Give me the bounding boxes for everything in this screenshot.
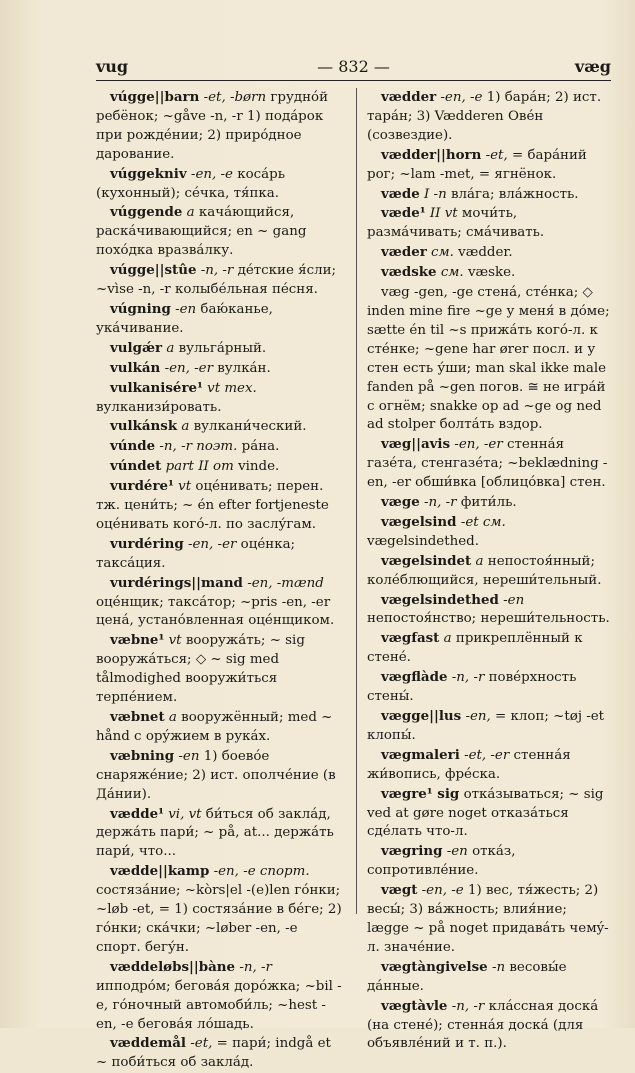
- entry-definition: косáрь (кухонный); сéчка, тя́пка.: [96, 166, 286, 201]
- entry-grammar-note: -et, -er: [464, 747, 510, 763]
- entry-grammar-note: -en, =: [465, 709, 507, 724]
- entry-grammar-note: -en, -er: [454, 437, 503, 453]
- entry-headword: væg||avis: [381, 436, 451, 453]
- entry-headword: væbning: [110, 747, 175, 764]
- entry-definition: груднóй ребёнок; ~gåve -n, -r 1) подáрок при рождéнии; 2) прирóдное дарование.: [96, 90, 329, 162]
- entry-definition: вулкани́ческий.: [193, 419, 307, 435]
- entry-grammar-note: -en, -e: [440, 90, 483, 105]
- entry-definition: 1) барáн; 2) ист. тарáн; 3) Vædderen Овéн (созвездие).: [367, 90, 602, 143]
- dictionary-entry: [367, 185, 613, 205]
- dictionary-entry: [367, 746, 613, 785]
- entry-definition: дéтские я́сли; ~vìse -n, -r колыбéльная пéсня.: [96, 263, 337, 298]
- entry-definition: vædder.: [458, 245, 513, 261]
- entry-headword: vædder: [381, 89, 437, 105]
- entry-grammar-note: -et, =: [190, 1036, 228, 1052]
- entry-definition: рáна.: [241, 439, 280, 455]
- entry-definition: откáз, сопротивлéние.: [367, 844, 516, 879]
- entry-grammar-note: -en: [175, 301, 197, 317]
- entry-grammar-note: -en, -e спорт.: [213, 864, 310, 880]
- left-column: [96, 88, 346, 1071]
- header-rule: [96, 80, 611, 81]
- entry-definition: прикреплённый к стенé.: [367, 631, 583, 666]
- dictionary-entry: [96, 1034, 346, 1073]
- entry-headword: væddeløbs||bàne: [110, 958, 236, 975]
- entry-headword: vúggende: [110, 204, 183, 221]
- entry-grammar-note: -n, -r: [424, 495, 457, 511]
- entry-grammar-note: II vt: [429, 206, 458, 222]
- dictionary-entry: [367, 668, 613, 707]
- entry-headword: vúndet: [110, 458, 162, 475]
- entry-grammar-note: -et, =: [485, 147, 524, 163]
- entry-headword: vulkán: [110, 359, 161, 376]
- column-divider: [356, 88, 357, 914]
- entry-grammar-note: a: [443, 631, 452, 647]
- right-column: [367, 88, 613, 1052]
- entry-grammar-note: -en, -e: [190, 166, 233, 182]
- entry-headword: vulgǽr: [110, 339, 163, 356]
- entry-definition: оцéнщик; таксáтор; ~pris -en, -er ценá, устанóвленная оцéнщиком.: [96, 594, 335, 629]
- entry-headword: væge: [381, 494, 420, 511]
- entry-definition: 1) вес, тя́жесть; 2) весы́; 3) вáжность; влия́ние; lægge ~ på noget придавáть чемý-л. значéние.: [367, 883, 609, 955]
- dictionary-entry: [367, 785, 613, 843]
- entry-headword: vægelsindethed: [381, 591, 499, 608]
- dictionary-entry: [96, 862, 346, 958]
- entry-headword: vulkánsk: [110, 418, 178, 435]
- dictionary-entry: [96, 203, 346, 261]
- entry-headword: vúggekniv: [110, 165, 187, 182]
- entry-headword: vurdéring: [110, 535, 184, 552]
- entry-headword: vægtàngivelse: [381, 958, 488, 975]
- dictionary-entry: [96, 437, 346, 457]
- dictionary-entry: [96, 477, 346, 535]
- entry-headword: vægelsindet: [381, 552, 472, 569]
- dictionary-entry: [96, 574, 346, 632]
- entry-definition: фити́ль.: [460, 495, 517, 511]
- dictionary-entry: [96, 339, 346, 359]
- dictionary-entry: [96, 165, 346, 204]
- entry-headword: vægring: [381, 843, 443, 860]
- dictionary-entry: [367, 283, 613, 435]
- entry-grammar-note: -en, -mænd: [247, 575, 324, 591]
- entry-grammar-note: -en: [446, 844, 468, 860]
- entry-definition: баю́канье, укáчивание.: [96, 301, 273, 336]
- entry-grammar-note: -n, -r: [239, 959, 272, 975]
- entry-headword: vulkanisére¹: [110, 379, 203, 396]
- dictionary-entry: [96, 805, 346, 863]
- dictionary-entry: [96, 535, 346, 574]
- entry-definition: стеннáя жи́вопись, фрéска.: [367, 747, 571, 782]
- entry-headword: vægtàvle: [381, 997, 448, 1014]
- page-number: — 832 —: [317, 57, 390, 76]
- dictionary-entry: [367, 435, 613, 493]
- entry-grammar-note: -n: [491, 959, 506, 975]
- entry-definition: оцéнивать; перен. тж. цени́ть; ~ én efter fortjeneste оцéнивать когó-л. по заслу́гам.: [96, 479, 329, 532]
- entry-definition: клоп; ~tøj -et клопы́.: [367, 709, 605, 743]
- entry-grammar-note: vt: [168, 633, 182, 649]
- dictionary-entry: [367, 513, 613, 552]
- entry-definition: пари́; indgå et ~ поби́ться об заклáд.: [96, 1036, 331, 1071]
- entry-definition: качáющийся, раскáчивающийся; en ~ gang поxóдка вразвáлку.: [96, 205, 307, 259]
- dictionary-entry: [96, 958, 346, 1035]
- entry-grammar-note: a: [166, 340, 175, 356]
- entry-grammar-note: vt: [178, 479, 192, 495]
- dictionary-entry: [96, 379, 346, 418]
- dictionary-entry: [96, 261, 346, 300]
- entry-headword: vædske: [381, 264, 437, 281]
- entry-headword: vurdére¹: [110, 478, 174, 495]
- entry-definition: vægelsindethed.: [367, 533, 479, 549]
- entry-headword: vædde¹: [110, 805, 164, 822]
- dictionary-entry: [367, 146, 613, 185]
- entry-headword: væder: [381, 244, 427, 261]
- entry-grammar-note: -n, -r: [200, 263, 234, 279]
- dictionary-entry: [367, 881, 613, 958]
- dictionary-entry: [367, 263, 613, 283]
- entry-headword: vædde||kamp: [110, 863, 210, 880]
- dictionary-entry: [96, 631, 346, 708]
- entry-grammar-note: -en, -er: [164, 360, 213, 376]
- entry-definition: вулканизи́ровать.: [96, 399, 222, 415]
- dictionary-entry: [367, 958, 613, 997]
- entry-definition: vinde.: [238, 459, 280, 475]
- dictionary-entry: [96, 88, 346, 165]
- dictionary-entry: [96, 300, 346, 339]
- header-right-guide-word: væg: [574, 57, 611, 76]
- dictionary-entry: [367, 629, 613, 668]
- entry-headword: vægfast: [381, 630, 440, 647]
- dictionary-entry: [96, 417, 346, 437]
- entry-definition: клáссная доскá (на стенé); стеннáя доскá (для объявлéний и т. п.).: [367, 998, 599, 1052]
- entry-headword: vurdérings||mand: [110, 574, 243, 591]
- entry-headword: vúgge||stûe: [110, 262, 197, 279]
- entry-definition: стеннáя газéта, стенгазéта; ~beklædning -en, -er обши́вка [облицóвка] стен.: [367, 437, 608, 491]
- entry-grammar-note: -n, -r: [451, 670, 485, 686]
- entry-definition: мочи́ть, размáчивать; смáчивать.: [367, 206, 545, 241]
- entry-grammar-note: -en, -e: [421, 883, 464, 899]
- dictionary-entry: [96, 747, 346, 805]
- entry-headword: væbnet: [110, 709, 165, 725]
- entry-grammar-note: -et см.: [460, 514, 506, 530]
- dictionary-entry: [367, 493, 613, 513]
- dictionary-entry: [367, 243, 613, 263]
- entry-definition: состязáние; ~kòrs|el -(e)len гóнки; ~løb -et, = 1) состязáние в бéге; 2) гóнки; скáчки; ~løber -en, -e спорт. бегу́н.: [96, 883, 342, 955]
- entry-definition: вулкáн.: [217, 360, 271, 376]
- entry-definition: барáний рог; ~lam -met, = ягнёнок.: [367, 147, 587, 182]
- entry-definition: влáга; влáжность.: [450, 186, 579, 202]
- dictionary-entry: [96, 457, 346, 477]
- entry-headword: vægge||lus: [381, 708, 462, 724]
- dictionary-entry: [367, 707, 613, 746]
- entry-grammar-note: -en, -er: [187, 536, 237, 552]
- entry-headword: væbne¹: [110, 632, 165, 649]
- page-header: [96, 57, 611, 81]
- entry-grammar-note: -et, -børn: [203, 90, 267, 105]
- entry-grammar-note: I -n: [424, 186, 447, 202]
- entry-grammar-note: -n, -r: [451, 998, 485, 1014]
- entry-definition: вооружённый; med ~ hånd с орýжием в рукáх.: [96, 710, 333, 744]
- entry-headword: væde¹: [381, 205, 426, 222]
- entry-headword: vúgning: [110, 300, 171, 317]
- entry-grammar-note: -n, -r поэт.: [159, 439, 238, 455]
- dictionary-entry: [367, 997, 613, 1055]
- entry-grammar-note: a: [168, 710, 177, 725]
- entry-grammar-note: a: [181, 419, 190, 435]
- entry-headword: vúnde: [110, 438, 156, 455]
- entry-grammar-note: см.: [440, 265, 464, 281]
- dictionary-entry: [96, 708, 346, 747]
- entry-definition: оцéнка; таксáция.: [96, 536, 296, 571]
- entry-grammar-note: part II om: [165, 459, 234, 475]
- entry-headword: vægt: [381, 882, 418, 899]
- entry-definition: би́ться об заклáд, держáть пари́; ~ på, at... держáть пари́, что...: [96, 806, 334, 860]
- entry-grammar-note: a: [186, 205, 195, 221]
- entry-headword: vægre¹ sig: [381, 785, 460, 802]
- dictionary-entry: [367, 88, 613, 146]
- entry-grammar-note: -en: [178, 748, 200, 764]
- entry-definition: непостоя́нный; колéблющийся, нереши́тельный.: [367, 553, 602, 588]
- entry-grammar-note: vt mex.: [207, 380, 257, 396]
- entry-grammar-note: a: [475, 553, 484, 569]
- entry-definition: ипподрóм; беговáя дорóжка; ~bil -e, гóночный автомоби́ль; ~hest -en, -e беговáя лóшадь.: [96, 978, 342, 1032]
- entry-definition: 1) боевóе снаряжéние; 2) ист. ополчéние (в Дáнии).: [96, 748, 336, 802]
- entry-headword: vægflàde: [381, 669, 448, 686]
- entry-grammar-note: vi, vt: [168, 806, 202, 822]
- dictionary-entry: [367, 552, 613, 591]
- entry-grammar-note: см.: [431, 245, 454, 261]
- entry-headword: vægelsind: [381, 513, 457, 530]
- entry-definition: повéрхность стены́.: [367, 670, 577, 705]
- entry-headword: vædder||horn: [381, 146, 482, 163]
- entry-headword: vægmaleri: [381, 746, 460, 763]
- header-left-guide-word: vug: [96, 57, 129, 76]
- entry-definition: непостоя́нство; нереши́тельность.: [367, 611, 610, 627]
- dictionary-entry: [96, 359, 346, 379]
- entry-definition: вульгáрный.: [178, 340, 267, 356]
- dictionary-entry: [367, 842, 613, 881]
- entry-definition: væg -gen, -ge стенá, стéнка; ◇ inden mine fire ~ge у меня́ в дóме; sætte én til ~s прижáть когó-л. к стéнке; ~gene har ører посл. и у стен есть у́ши; man skal ikke male fanden på ~gen погов. ≅ не игрáй с огнём; snakke op ad ~ge og ned ad stolper болтáть вздор.: [367, 285, 610, 433]
- dictionary-entry: [367, 204, 613, 243]
- dictionary-entry: [367, 591, 613, 630]
- entry-definition: вооружáть; ~ sig вооружáться; ◇ ~ sig med tålmodighed вооружи́ться терпéнием.: [96, 633, 305, 706]
- entry-grammar-note: -en: [503, 592, 525, 608]
- entry-definition: væske.: [467, 265, 516, 281]
- entry-headword: vúgge||barn: [110, 89, 200, 105]
- entry-definition: весовы́е дáнные.: [367, 959, 567, 994]
- entry-headword: væde: [381, 185, 420, 202]
- entry-definition: откáзываться; ~ sig ved at gøre noget отказáться сдéлать что-л.: [367, 786, 604, 840]
- entry-headword: væddemål: [110, 1035, 187, 1052]
